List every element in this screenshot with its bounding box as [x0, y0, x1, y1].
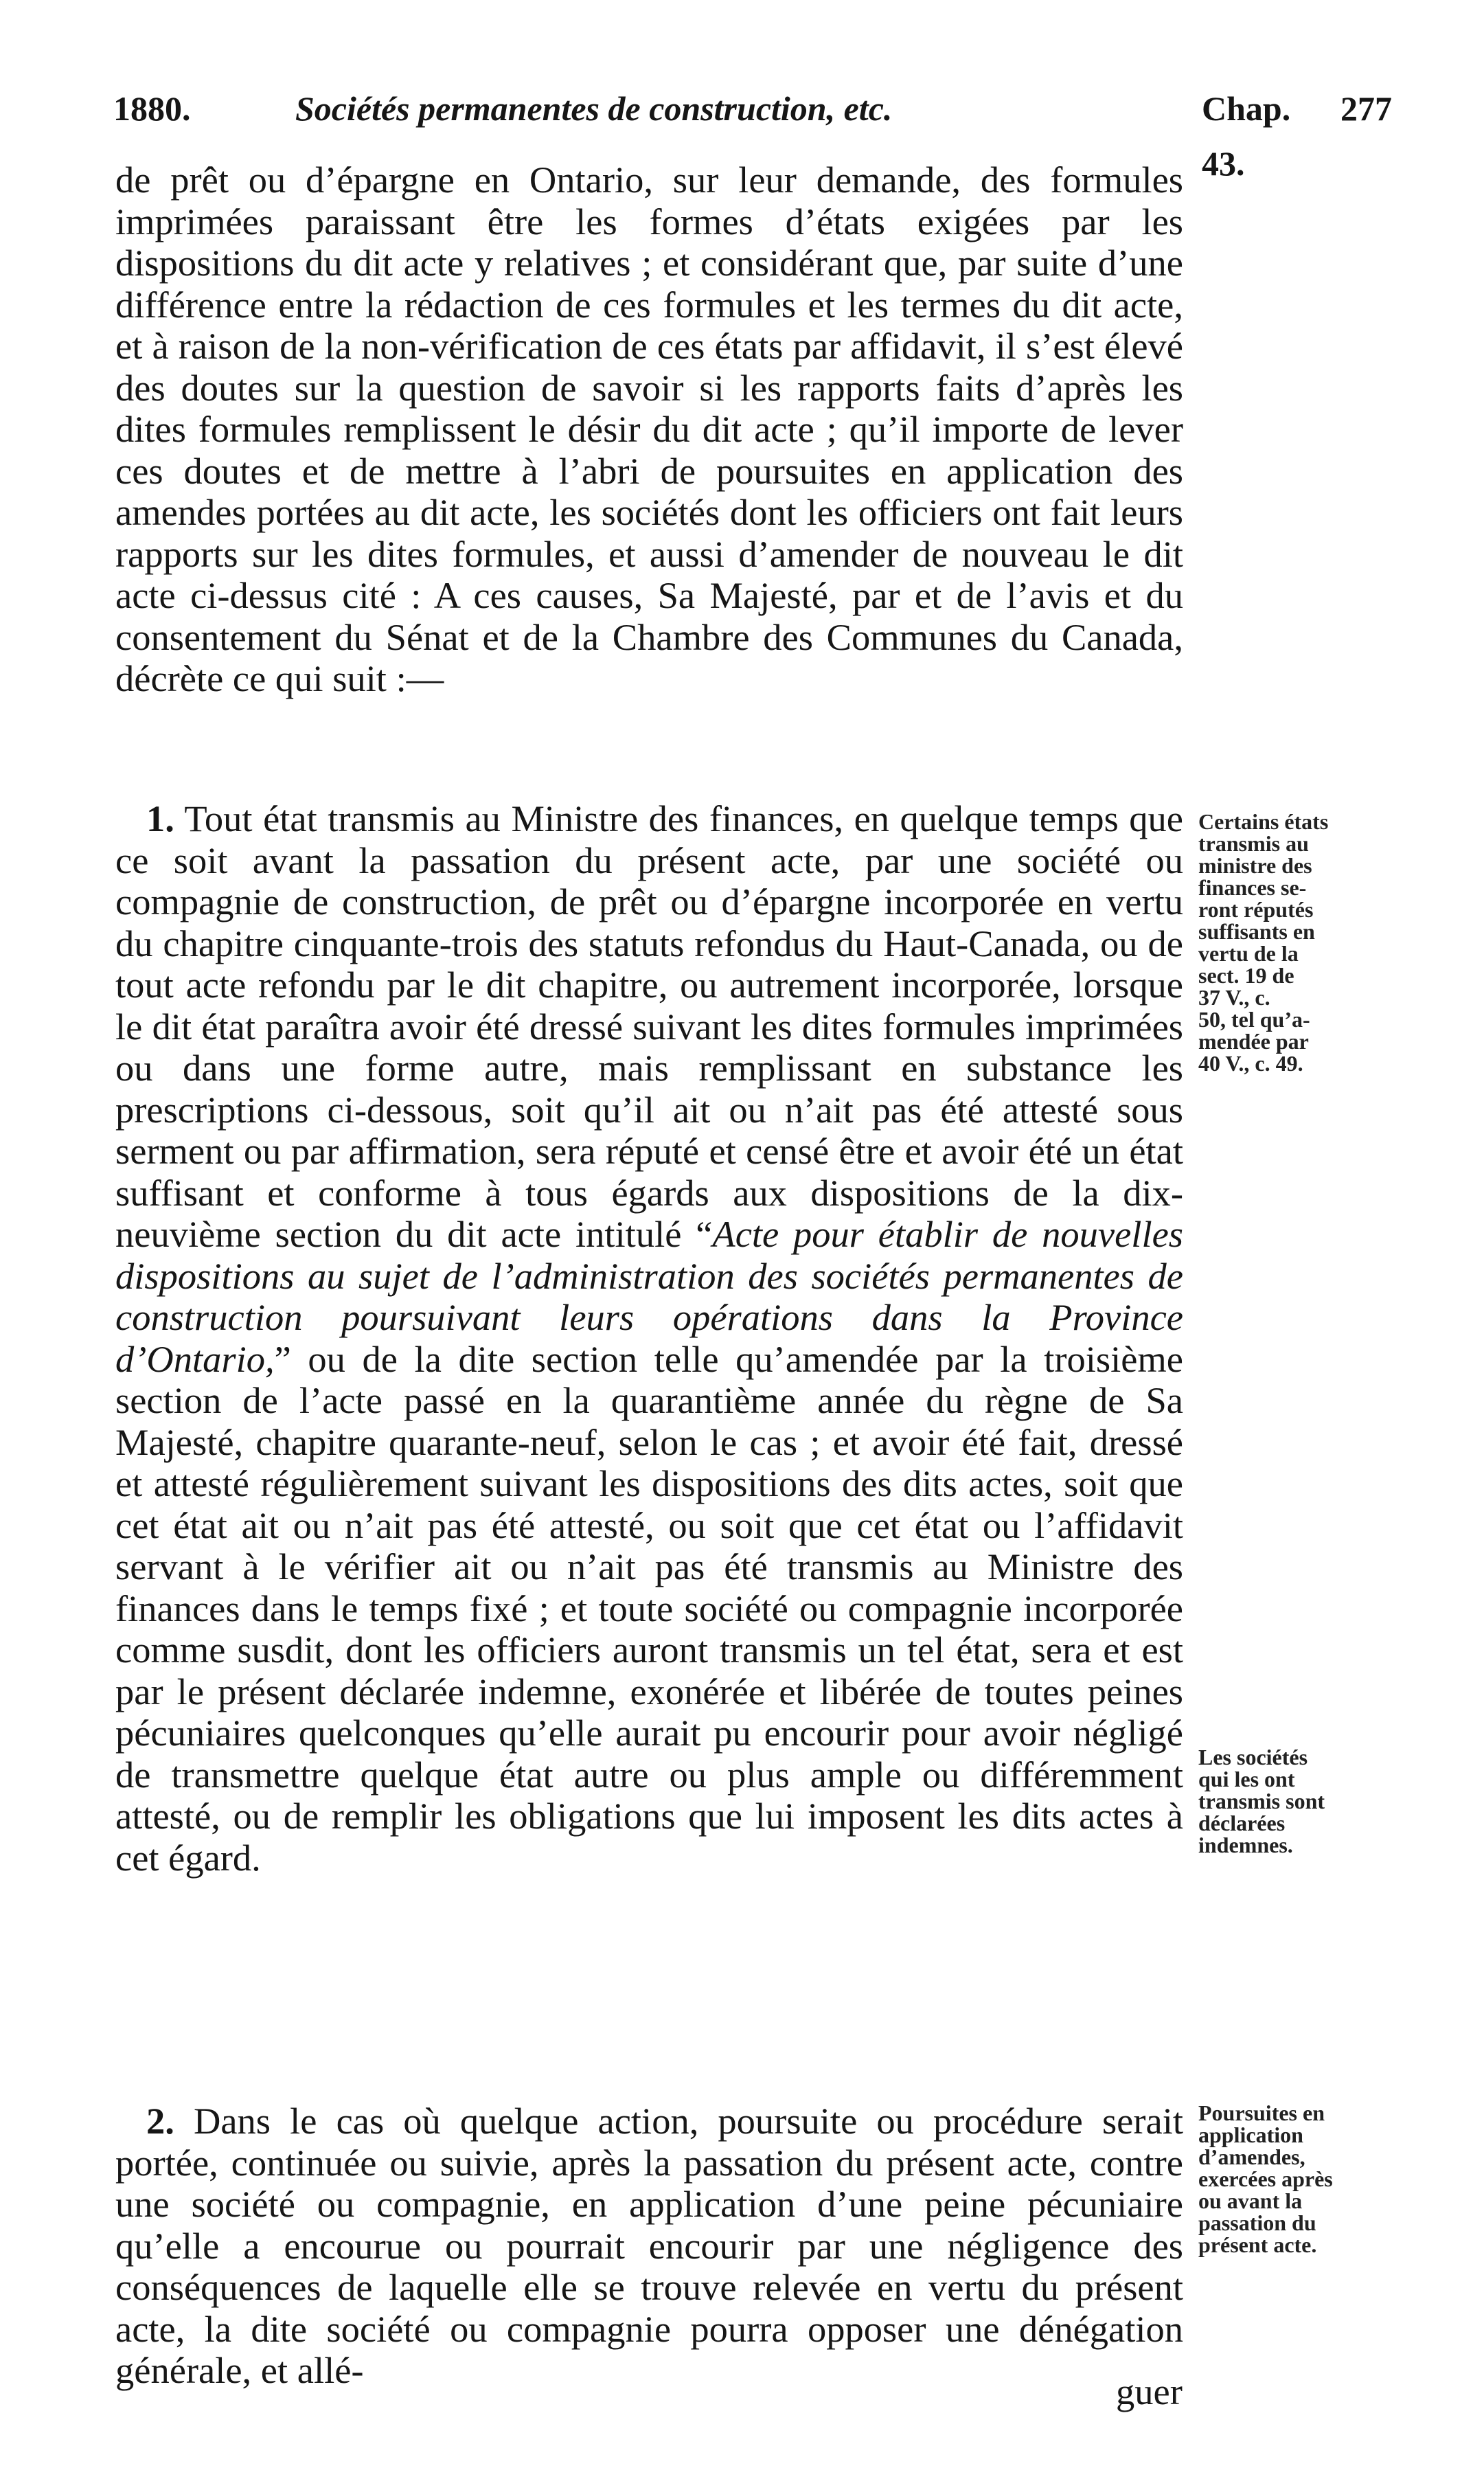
margin-note-line: passation du — [1198, 2210, 1316, 2235]
margin-note-line: application — [1198, 2123, 1303, 2147]
header-year: 1880. — [113, 89, 191, 128]
section-1-number: 1. — [146, 797, 174, 839]
margin-note-line: transmis au — [1198, 831, 1309, 856]
section-1-act-title: Acte pour établir de nouvelles dispositions au sujet de l’administration des sociétés permanentes de construction poursuivant leurs opérations dans la Province d’Ontario, — [115, 1213, 1183, 1380]
margin-note-line: sect. 19 de — [1198, 963, 1294, 988]
section-1-paragraph — [115, 798, 1183, 1879]
header-running-title — [295, 81, 1291, 183]
margin-note-certain-states — [1198, 811, 1404, 1074]
margin-note-prosecutions — [1198, 2102, 1404, 2256]
margin-note-line: Les sociétés — [1198, 1745, 1308, 1769]
header-title-text: Sociétés permanentes de construction, etc. — [295, 89, 893, 128]
margin-note-line: mendée par — [1198, 1029, 1309, 1054]
margin-note-line: d’amendes, — [1198, 2144, 1305, 2169]
margin-note-line: déclarées — [1198, 1811, 1286, 1835]
margin-note-line: 50, tel qu’a- — [1198, 1007, 1310, 1032]
section-2-text: Dans le cas où quelque action, poursuite ou procédure serait portée, continuée ou suivie, après la passation du présent acte, contre une société ou compagnie, en application d’une peine pécuniaire qu’elle a encourue ou pourrait encourir par une négligence des conséquences de laquelle elle se trouve relevée en vertu du présent acte, la dite société ou compagnie pourra opposer une dénégation générale, et allé- — [115, 2100, 1183, 2391]
section-2-number: 2. — [146, 2100, 174, 2142]
margin-note-line: ou avant la — [1198, 2188, 1303, 2213]
page-number: 277 — [1340, 89, 1392, 128]
margin-note-line: Certains états — [1198, 809, 1329, 834]
intro-paragraph: de prêt ou d’épargne en Ontario, sur leur demande, des formules imprimées paraissant être les formes d’états exigées par les dispositions du dit acte y relatives ; et considérant que, par suite d’une différence entre la rédaction de ces formules et les termes du dit acte, et à raison de la non-vérification de ces états par affidavit, il s’est élevé des doutes sur la question de savoir si les rapports faits d’après les dites formules remplissent le désir du dit acte ; qu’il importe de lever ces doutes et de mettre à l’abri de poursuites en application des amendes portées au dit acte, les sociétés dont les officiers ont fait leurs rapports sur les dites formules, et aussi d’amender de nouveau le dit acte ci-dessus cité : A ces causes, Sa Majesté, par et de l’avis et du consentement du Sénat et de la Chambre des Communes du Canada, décrète ce qui suit :— — [115, 159, 1183, 699]
running-header — [113, 81, 1392, 183]
margin-note-line: 37 V., c. — [1198, 985, 1270, 1010]
margin-note-line: qui les ont — [1198, 1767, 1295, 1791]
margin-note-line: vertu de la — [1198, 941, 1299, 966]
section-1-text-a: Tout état transmis au Ministre des finances, en quelque temps que ce soit avant la passation du présent acte, par une société ou compagnie de construction, de prêt ou d’épargne incorporée en vertu du chapitre cinquante-trois des statuts refondus du Haut-Canada, ou de tout acte refondu par le dit chapitre, ou autrement incorporée, lorsque le dit état paraîtra avoir été dressé suivant les dites formules imprimées ou dans une forme autre, mais remplissant en substance les prescriptions ci-dessous, soit qu’il ait ou n’ait pas été attesté sous serment ou par affirmation, sera réputé et censé être et avoir été un état suffisant et conforme à tous égards aux dispositions de la dix-neuvième section du dit acte intitulé “ — [115, 797, 1183, 1255]
margin-note-line: transmis sont — [1198, 1789, 1325, 1813]
header-chapter: Chap. 43. — [1202, 89, 1291, 183]
margin-note-line: indemnes. — [1198, 1833, 1293, 1857]
section-2-paragraph — [115, 2101, 1183, 2392]
section-1-text-b: ” ou de la dite section telle qu’amendée par la troisième section de l’acte passé en la quarantième année du règne de Sa Majesté, chapitre quarante-neuf, selon le cas ; et avoir été fait, dressé et attesté régulièrement suivant les dispositions des dits actes, soit que cet état ait ou n’ait pas été attesté, ou soit que cet état ou l’affidavit servant à le vérifier ait ou n’ait pas été transmis au Ministre des finances dans le temps fixé ; et toute société ou compagnie incorporée comme susdit, dont les officiers auront transmis un tel état, sera et est par le présent déclarée indemne, exonérée et libérée de toutes peines pécuniaires quelconques qu’elle aurait pu encourir pour avoir négligé de transmettre quelque état autre ou plus ample ou différemment attesté, ou de remplir les obligations que lui imposent les dits actes à cet égard. — [115, 1337, 1183, 1879]
margin-note-line: ront réputés — [1198, 897, 1314, 922]
margin-note-line: 40 V., c. 49. — [1198, 1051, 1303, 1076]
margin-note-line: présent acte. — [1198, 2232, 1317, 2257]
margin-note-line: exercées après — [1198, 2166, 1333, 2191]
catchword: guer — [1116, 2370, 1183, 2412]
margin-note-line: ministre des — [1198, 853, 1312, 878]
margin-note-societies-indemnified — [1198, 1746, 1404, 1856]
margin-note-line: Poursuites en — [1198, 2101, 1325, 2125]
margin-note-line: suffisants en — [1198, 919, 1315, 944]
margin-note-line: finances se- — [1198, 875, 1307, 900]
